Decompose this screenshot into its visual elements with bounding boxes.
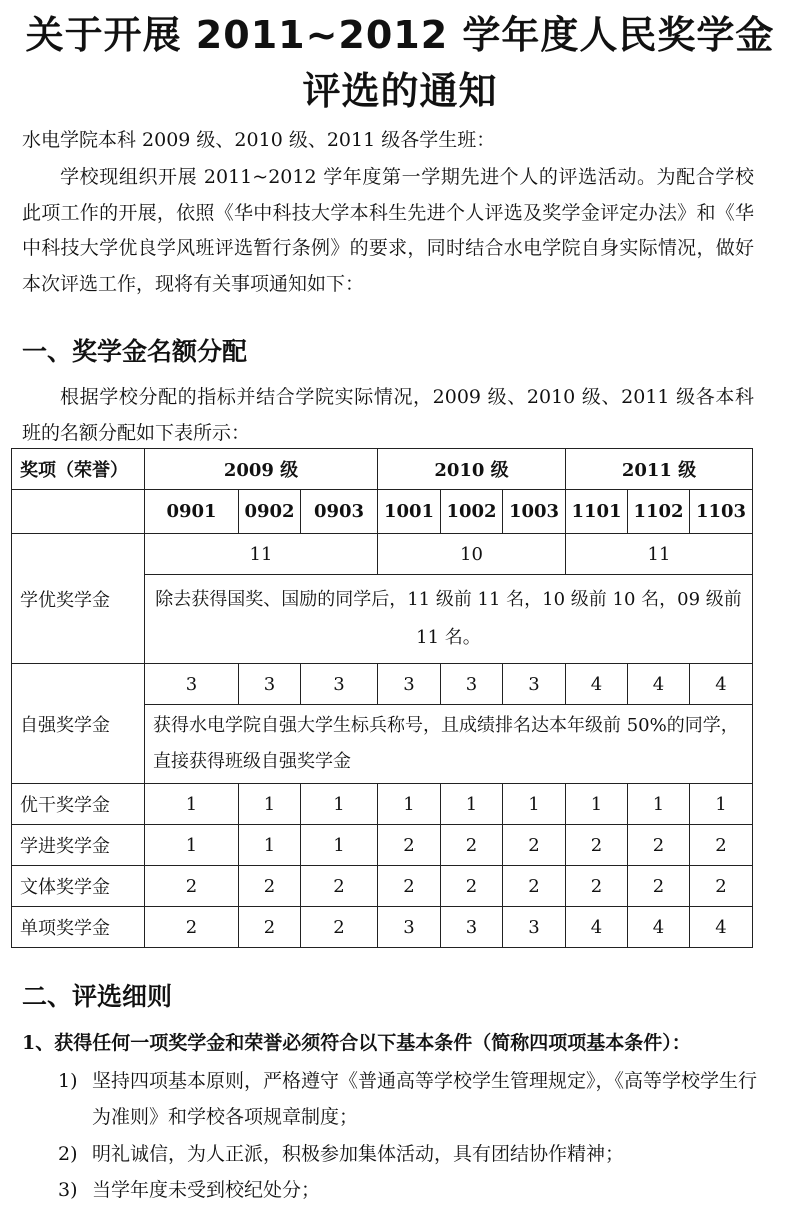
basic-conditions-title: 1、获得任何一项奖学金和荣誉必须符合以下基本条件（简称四项项基本条件）： <box>22 1032 691 1054</box>
list-item <box>58 1172 758 1208</box>
value-cell: 2 <box>378 825 441 866</box>
list-item-text: 明礼诚信，为人正派，积极参加集体活动，具有团结协作精神； <box>92 1143 625 1165</box>
quota-table <box>11 448 753 948</box>
value-cell: 2 <box>566 866 628 907</box>
row-label: 文体奖学金 <box>12 866 145 907</box>
note-cell: 获得水电学院自强大学生标兵称号，且成绩排名达本年级前 50%的同学，直接获得班级自强奖学金 <box>145 705 753 784</box>
value-cell: 3 <box>503 907 566 948</box>
intro-paragraph: 学校现组织开展 2011~2012 学年度第一学期先进个人的评选活动。为配合学校此项工作的开展，依照《华中科技大学本科生先进个人评选及奖学金评定办法》和《华中科技大学优良学风班评选暂行条例》的要求，同时结合水电学院自身实际情况，做好本次评选工作，现将有关事项通知如下： <box>22 166 754 295</box>
list-item-number: 2) <box>58 1143 78 1165</box>
table-header-years <box>12 449 753 490</box>
row-label: 学优奖学金 <box>12 534 145 664</box>
class-header: 1001 <box>378 490 441 534</box>
quota-cell: 11 <box>566 534 753 575</box>
class-header: 1103 <box>690 490 753 534</box>
section-2-heading: 二、评选细则 <box>22 982 173 1011</box>
table-row <box>12 784 753 825</box>
value-cell: 1 <box>441 784 503 825</box>
quota-cell: 10 <box>378 534 566 575</box>
table-corner-label: 奖项（荣誉） <box>12 449 145 490</box>
value-cell: 1 <box>628 784 690 825</box>
value-cell: 1 <box>566 784 628 825</box>
value-cell: 2 <box>628 866 690 907</box>
value-cell: 1 <box>503 784 566 825</box>
value-cell: 3 <box>301 664 378 705</box>
table-row-xueyou-quota <box>12 534 753 575</box>
list-item-number: 3) <box>58 1179 78 1201</box>
value-cell: 2 <box>145 907 239 948</box>
value-cell: 2 <box>628 825 690 866</box>
section-1-text: 根据学校分配的指标并结合学院实际情况，2009 级、2010 级、2011 级各本科班的名额分配如下表所示： <box>22 386 754 444</box>
value-cell: 4 <box>566 664 628 705</box>
note-cell: 除去获得国奖、国励的同学后，11 级前 11 名，10 级前 10 名，09 级前 11 名。 <box>145 575 753 664</box>
value-cell: 2 <box>566 825 628 866</box>
class-header: 1101 <box>566 490 628 534</box>
value-cell: 1 <box>301 784 378 825</box>
list-item <box>58 1136 758 1172</box>
value-cell: 3 <box>378 907 441 948</box>
value-cell: 1 <box>301 825 378 866</box>
value-cell: 4 <box>690 664 753 705</box>
document-title-line-2: 评选的通知 <box>302 69 498 113</box>
table-row-ziqiang-values <box>12 664 753 705</box>
row-label: 单项奖学金 <box>12 907 145 948</box>
value-cell: 1 <box>690 784 753 825</box>
document-title-line-1: 关于开展 2011~2012 学年度人民奖学金 <box>25 13 775 57</box>
value-cell: 3 <box>503 664 566 705</box>
value-cell: 2 <box>441 866 503 907</box>
value-cell: 1 <box>145 825 239 866</box>
class-header: 0902 <box>239 490 301 534</box>
value-cell: 4 <box>690 907 753 948</box>
value-cell: 2 <box>378 866 441 907</box>
table-row <box>12 907 753 948</box>
quota-cell: 11 <box>145 534 378 575</box>
value-cell: 3 <box>145 664 239 705</box>
value-cell: 2 <box>301 866 378 907</box>
addressee: 水电学院本科 2009 级、2010 级、2011 级各学生班： <box>22 129 496 151</box>
table-row <box>12 866 753 907</box>
value-cell: 2 <box>503 866 566 907</box>
value-cell: 3 <box>441 664 503 705</box>
empty-cell <box>12 490 145 534</box>
row-label: 自强奖学金 <box>12 664 145 784</box>
value-cell: 2 <box>239 907 301 948</box>
value-cell: 2 <box>441 825 503 866</box>
year-header-2011: 2011 级 <box>566 449 753 490</box>
value-cell: 1 <box>145 784 239 825</box>
year-header-2010: 2010 级 <box>378 449 566 490</box>
class-header: 0901 <box>145 490 239 534</box>
value-cell: 3 <box>239 664 301 705</box>
value-cell: 2 <box>503 825 566 866</box>
value-cell: 3 <box>441 907 503 948</box>
value-cell: 2 <box>690 866 753 907</box>
table-row <box>12 825 753 866</box>
class-header: 0903 <box>301 490 378 534</box>
section-1-heading: 一、奖学金名额分配 <box>22 337 248 366</box>
value-cell: 1 <box>239 825 301 866</box>
value-cell: 2 <box>690 825 753 866</box>
value-cell: 4 <box>628 907 690 948</box>
row-label: 优干奖学金 <box>12 784 145 825</box>
year-header-2009: 2009 级 <box>145 449 378 490</box>
value-cell: 2 <box>145 866 239 907</box>
list-item-text: 当学年度未受到校纪处分； <box>92 1179 321 1201</box>
table-header-classes <box>12 490 753 534</box>
class-header: 1003 <box>503 490 566 534</box>
list-item-number: 1) <box>58 1070 78 1092</box>
value-cell: 1 <box>378 784 441 825</box>
row-label: 学进奖学金 <box>12 825 145 866</box>
class-header: 1002 <box>441 490 503 534</box>
value-cell: 4 <box>566 907 628 948</box>
value-cell: 3 <box>378 664 441 705</box>
value-cell: 2 <box>239 866 301 907</box>
value-cell: 2 <box>301 907 378 948</box>
value-cell: 1 <box>239 784 301 825</box>
list-item <box>58 1063 758 1135</box>
value-cell: 4 <box>628 664 690 705</box>
list-item-text: 坚持四项基本原则，严格遵守《普通高等学校学生管理规定》，《高等学校学生行为准则》和学校各项规章制度； <box>92 1070 758 1128</box>
class-header: 1102 <box>628 490 690 534</box>
